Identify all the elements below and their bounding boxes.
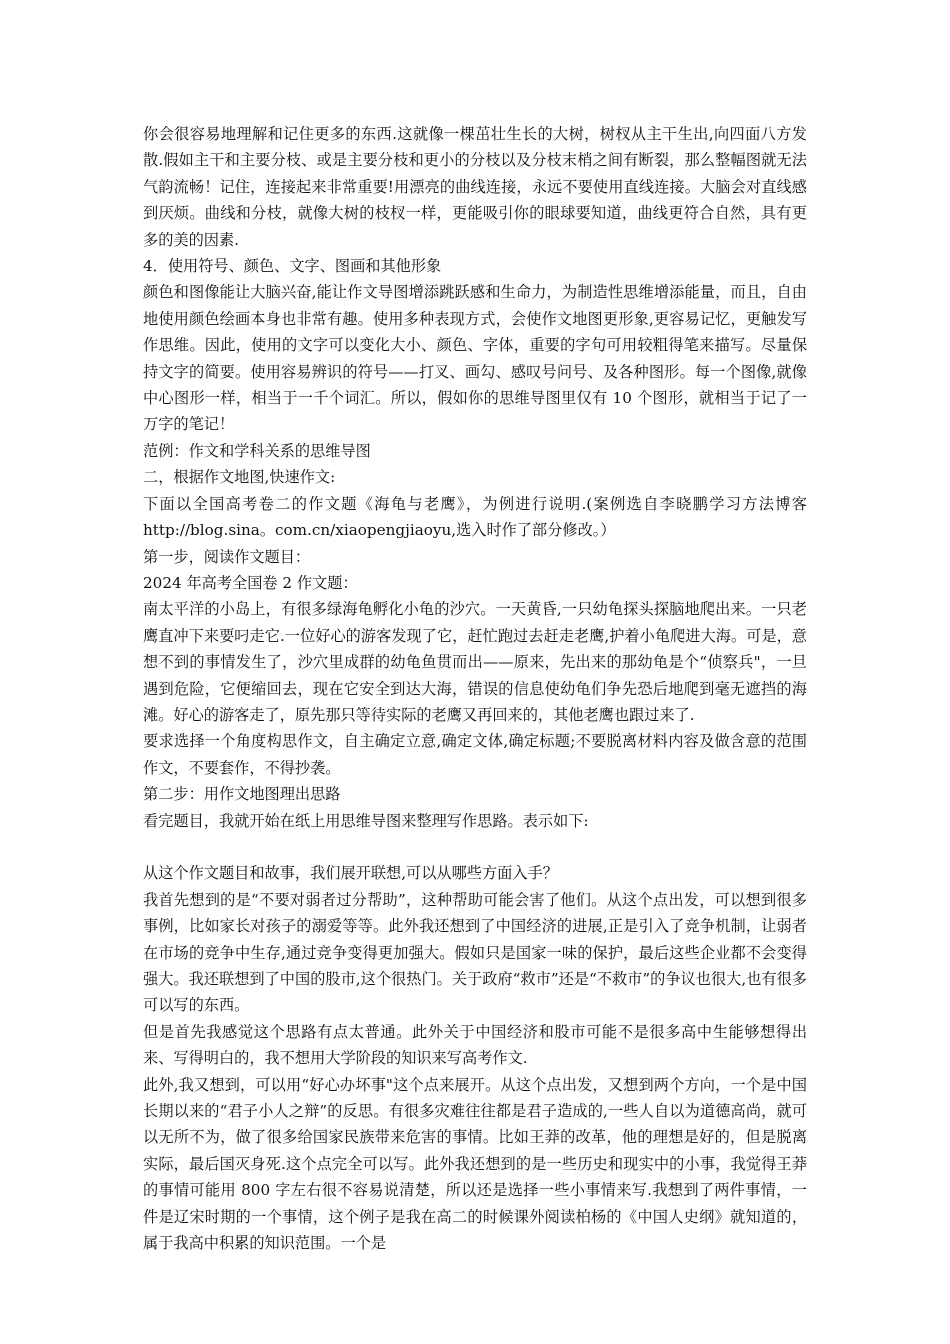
section-heading-symbols: 4．使用符号、颜色、文字、图画和其他形象	[143, 257, 442, 276]
example-caption: 范例：作文和学科关系的思维导图	[143, 441, 371, 460]
document-body	[143, 121, 807, 1256]
paragraph-color-images: 颜色和图像能让大脑兴奋,能让作文导图增添跳跃感和生命力，为制造性思维增添能量，而且，自由地使用颜色绘画本身也非常有趣。使用多种表现方式，会使作文地图更形象,更容易记忆，更触发写作思维。因此，使用的文字可以变化大小、颜色、字体，重要的字句可用较粗得笔来描写。尽量保持文字的简要。使用容易辨识的符号——打叉、画勾、感叹号问号、及各种图形。每一个图像,就像中心图形一样，相当于一千个词汇。所以，假如你的思维导图里仅有 10 个图形，就相当于记了一万字的笔记！	[143, 283, 807, 434]
step-two-heading: 第二步：用作文地图理出思路	[143, 785, 341, 804]
paragraph-story: 南太平洋的小岛上，有很多绿海龟孵化小龟的沙穴。一天黄昏,一只幼龟探头探脑地爬出来。一只老鹰直冲下来要叼走它.一位好心的游客发现了它，赶忙跑过去赶走老鹰,护着小龟爬进大海。可是，意想不到的事情发生了，沙穴里成群的幼龟鱼贯而出——原来，先出来的那幼龟是个“侦察兵"，一旦遇到危险，它便缩回去，现在它安全到达大海，错误的信息使幼龟们争先恐后地爬到毫无遮挡的海滩。好心的游客走了，原先那只等待实际的老鹰又再回来的，其他老鹰也跟过来了.	[143, 600, 807, 724]
paragraph-question: 从这个作文题目和故事，我们展开联想,可以从哪些方面入手？	[143, 864, 558, 883]
paragraph-first-idea: 我首先想到的是“不要对弱者过分帮助”，这种帮助可能会害了他们。从这个点出发，可以想到很多事例，比如家长对孩子的溺爱等等。此外我还想到了中国经济的进展,正是引入了竞争机制，让弱者在市场的竞争中生存,通过竞争变得更加强大。假如只是国家一味的保护，最后这些企业都不会变得强大。我还联想到了中国的股市,这个很热门。关于政府“救市”还是“不救市”的争议也很大,也有很多可以写的东西。	[143, 890, 807, 1015]
paragraph-too-ordinary: 但是首先我感觉这个思路有点太普通。此外关于中国经济和股市可能不是很多高中生能够想得出来、写得明白的，我不想用大学阶段的知识来写高考作文.	[143, 1022, 807, 1068]
section-heading-quick-writing: 二，根据作文地图,快速作文:	[143, 468, 336, 487]
paragraph-case-intro: 下面以全国高考卷二的作文题《海龟与老鹰》，为例进行说明.(案例选自李晓鹏学习方法博客 http://blog.sina。com.cn/xiaopengjiaoyu,选入时作了部分修改。）	[143, 494, 807, 540]
paragraph-good-intentions: 此外,我又想到，可以用“好心办坏事"这个点来展开。从这个点出发，又想到两个方向，一个是中国长期以来的“君子小人之辩”的反思。有很多灾难往往都是君子造成的,一些人自以为道德高尚，就可以无所不为，做了很多给国家民族带来危害的事情。比如王莽的改革，他的理想是好的，但是脱离实际，最后国灭身死.这个点完全可以写。此外我还想到的是一些历史和现实中的小事，我觉得王莽的事情可能用 800 字左右很不容易说清楚，所以还是选择一些小事情来写.我想到了两件事情，一件是辽宋时期的一个事情，这个例子是我在高二的时候课外阅读柏杨的《中国人史纲》就知道的，属于我高中积累的知识范围。一个是	[143, 1075, 807, 1253]
paragraph-requirements: 要求选择一个角度构思作文，自主确定立意,确定文体,确定标题;不要脱离材料内容及做含意的范围作文，不要套作，不得抄袭。	[143, 732, 807, 777]
exam-title: 2024 年高考全国卷 2 作文题：	[143, 573, 358, 592]
paragraph-mindmap-intro: 看完题目，我就开始在纸上用思维导图来整理写作思路。表示如下:	[143, 811, 589, 830]
step-one-heading: 第一步，阅读作文题目：	[143, 547, 311, 566]
paragraph-tree-analogy: 你会很容易地理解和记住更多的东西.这就像一棵茁壮生长的大树，树杈从主干生出,向四面八方发散.假如主干和主要分枝、或是主要分枝和更小的分枝以及分枝末梢之间有断裂，那么整幅图就无法气韵流畅！记住，连接起来非常重要!用漂亮的曲线连接，永远不要使用直线连接。大脑会对直线感到厌烦。曲线和分枝，就像大树的枝杈一样，更能吸引你的眼球要知道，曲线更符合自然，具有更多的美的因素.	[143, 125, 807, 249]
blank-line	[143, 834, 807, 860]
